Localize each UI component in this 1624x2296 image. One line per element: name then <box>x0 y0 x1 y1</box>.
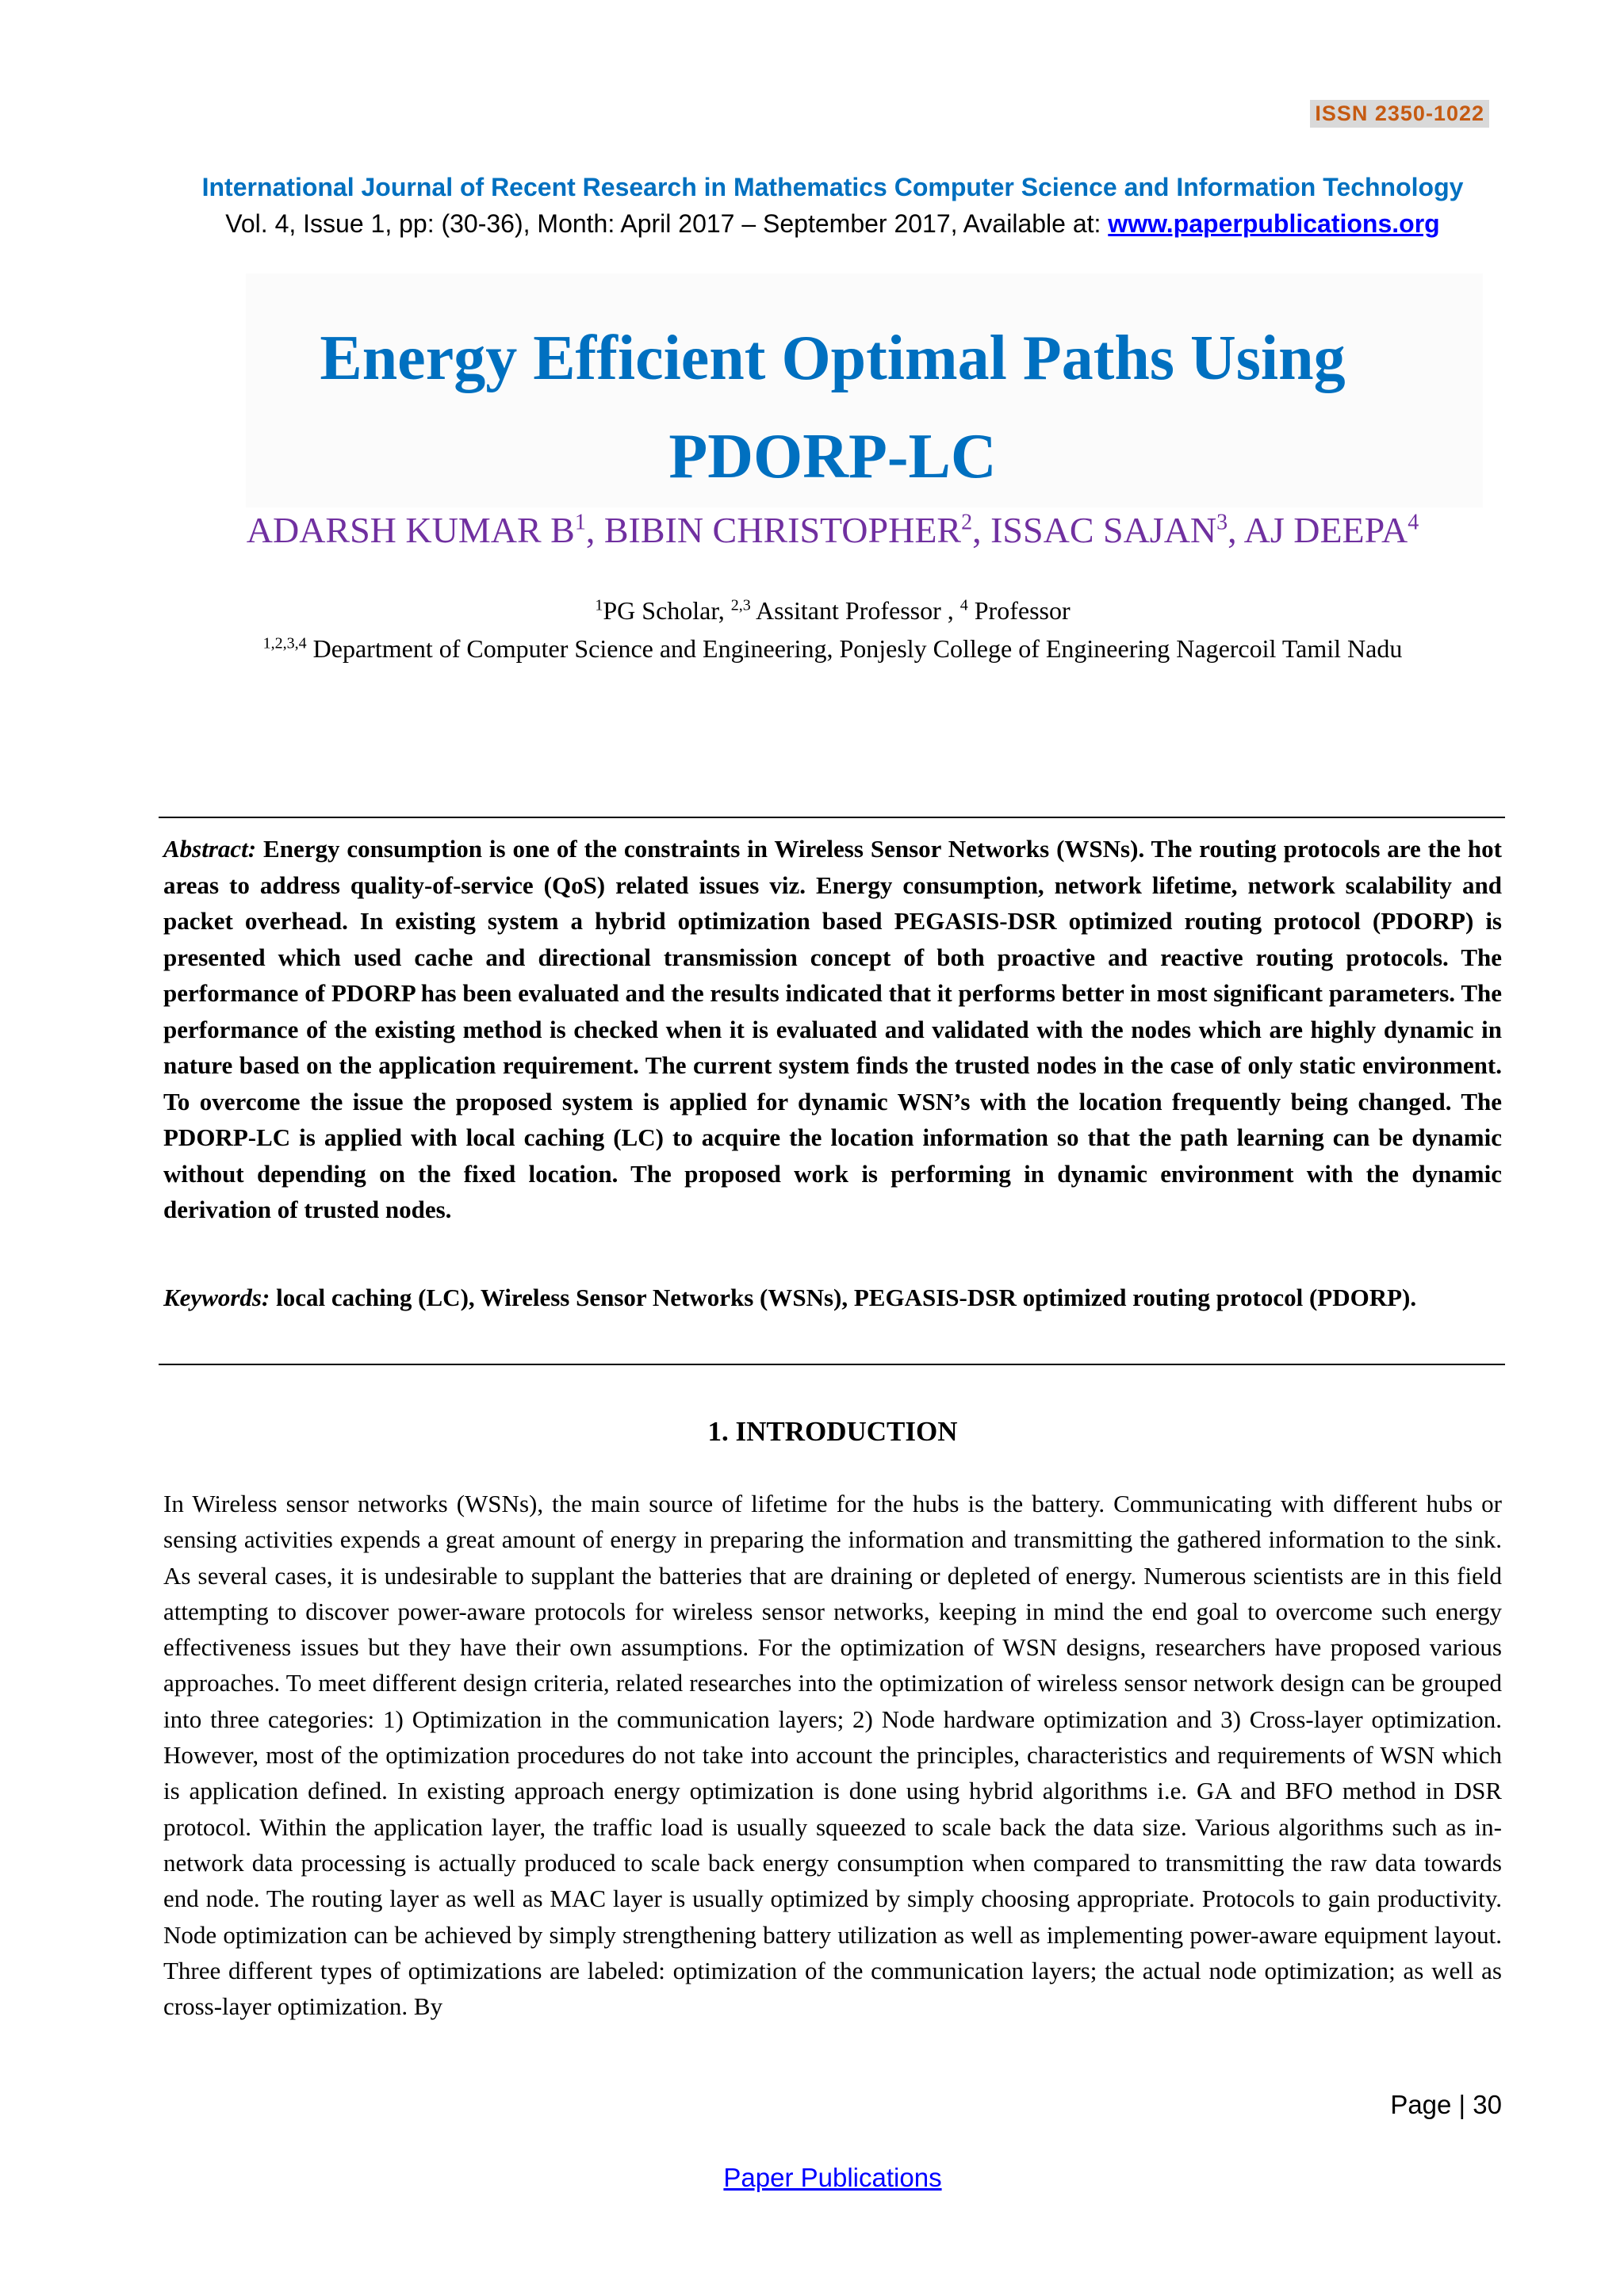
keywords <box>163 1280 1502 1316</box>
author-sup: 3 <box>1216 510 1228 535</box>
author-name: AJ DEEPA <box>1243 510 1408 550</box>
author-sup: 4 <box>1408 510 1419 535</box>
introduction-paragraph: In Wireless sensor networks (WSNs), the main source of lifetime for the hubs is the battery. Communicating with different hubs or sensing activities expends a great amount of energy in preparing the information and transmitting the gathered information to the sink. As several cases, it is undesirable to supplant the batteries that are draining or depleted of energy. Numerous scientists are in this field attempting to discover power-aware protocols for wireless sensor networks, keeping in mind the end goal to overcome such energy effectiveness issues but they have their own assumptions. For the optimization of WSN designs, researchers have proposed various approaches. To meet different design criteria, related researches into the optimization of wireless sensor network design can be grouped into three categories: 1) Optimization in the communication layers; 2) Node hardware optimization and 3) Cross-layer optimization. However, most of the optimization procedures do not take into account the principles, characteristics and requirements of WSN which is application defined. In existing approach energy optimization is done using hybrid algorithms i.e. GA and BFO method in DSR protocol. Within the application layer, the traffic load is usually squeezed to scale back the data size. Various algorithms such as in-network data processing is actually produced to scale back energy consumption when compared to transmitting the raw data towards end node. The routing layer as well as MAC layer is usually optimized by simply choosing appropriate. Protocols to gain productivity. Node optimization can be achieved by simply strengthening battery utilization as well as implementing power-aware equipment layout. Three different types of optimizations are labeled: optimization of the communication layers; the actual node optimization; as well as cross-layer optimization. By <box>163 1490 1502 2021</box>
section-heading-introduction: 1. INTRODUCTION <box>707 1416 958 1447</box>
author-list: ADARSH KUMAR $B^1$, BIBIN CHRISTOPHER$^2$, ISSAC SAJAN$^3$, AJ DEEPA$^4$ <box>246 510 1419 550</box>
abstract-top-rule <box>159 817 1505 818</box>
journal-name: International Journal of Recent Research in Mathematics Computer Science and Information Technology <box>201 173 1464 201</box>
role-sup: 4 <box>959 596 968 614</box>
author-sup: 2 <box>961 510 973 535</box>
dept-text: Department of Computer Science and Engineering, Ponjesly College of Engineering Nagercoil Tamil Nadu <box>306 634 1403 663</box>
role-text: PG Scholar, <box>603 596 731 625</box>
dept-sup: 1,2,3,4 <box>262 634 307 652</box>
role-text: Professor <box>967 596 1071 625</box>
abstract-text: Energy consumption is one of the constraints in Wireless Sensor Networks (WSNs). The routing protocols are the hot areas to address quality-of-service (QoS) related issues viz. Energy consumption, network lifetime, network scalability and packet overhead. In existing system a hybrid optimization based PEGASIS-DSR optimized routing protocol (PDORP) is presented which used cache and directional transmission concept of both proactive and reactive routing protocols. The performance of PDORP has been evaluated and the results indicated that it performs better in most significant parameters. The performance of the existing method is checked when it is evaluated and validated with the nodes which are highly dynamic in nature based on the application requirement. The current system finds the trusted nodes in the case of only static environment. To overcome the issue the proposed system is applied for dynamic WSN’s with the location frequently being changed. The PDORP-LC is applied with local caching (LC) to acquire the location information so that the path learning can be dynamic without depending on the fixed location. The proposed work is performing in dynamic environment with the dynamic derivation of trusted nodes. <box>163 835 1502 1223</box>
author-name: ISSAC SAJAN <box>990 510 1217 550</box>
page-number: Page | 30 <box>1390 2090 1502 2119</box>
paper-title <box>0 309 1624 506</box>
volume-info <box>0 209 1624 239</box>
abstract-bottom-rule <box>159 1364 1505 1365</box>
affiliation-roles <box>0 596 1624 626</box>
role-sup: 1 <box>595 596 603 614</box>
keywords-label: Keywords: <box>163 1284 270 1311</box>
author-sup: 1 <box>574 510 586 535</box>
title-line-1: Energy Efficient Optimal Paths Using <box>320 323 1346 393</box>
publisher-link[interactable]: Paper Publications <box>723 2163 942 2192</box>
keywords-text: local caching (LC), Wireless Sensor Networks (WSNs), PEGASIS-DSR optimized routing protocol (PDORP). <box>276 1284 1417 1311</box>
role-text: Assitant Professor , <box>750 596 960 625</box>
website-link[interactable]: www.paperpublications.org <box>1108 209 1440 238</box>
volume-text: Vol. 4, Issue 1, pp: (30-36), Month: April 2017 – September 2017, Available at: <box>225 209 1109 238</box>
abstract-label: Abstract: <box>163 835 257 863</box>
title-line-2: PDORP-LC <box>668 422 997 492</box>
author-name: BIBIN CHRISTOPHER <box>603 510 962 550</box>
affiliation-department <box>0 634 1624 664</box>
role-sup: 2,3 <box>730 596 751 614</box>
abstract <box>163 831 1502 1228</box>
author-name: ADARSH KUMAR B <box>246 510 575 550</box>
issn-badge: ISSN 2350-1022 <box>1310 100 1489 128</box>
